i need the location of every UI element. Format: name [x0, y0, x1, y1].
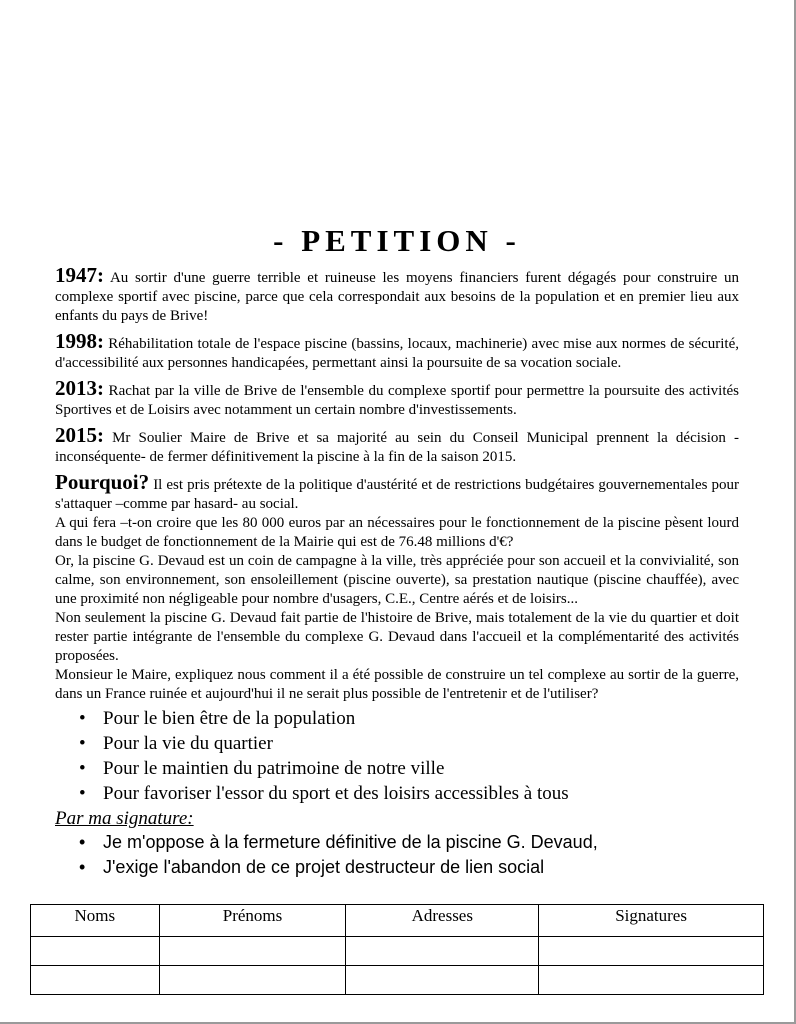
- table-cell[interactable]: [159, 966, 346, 995]
- table-header-row: [31, 905, 764, 937]
- list-item: • Pour le bien être de la population: [103, 706, 739, 731]
- column-header-signatures: Signatures: [539, 905, 764, 937]
- paragraph-text: Au sortir d'une guerre terrible et ruineuse les moyens financiers furent dégagés pour construire un complexe sportif avec piscine, parce que cela correspondait aux besoins de la population et en premier lieu aux enfants du pays de Brive!: [55, 270, 739, 324]
- year-label: 2013:: [55, 376, 104, 400]
- paragraph-2015: [55, 423, 739, 467]
- paragraph-text: Rachat par la ville de Brive de l'ensemble du complexe sportif pour permettre la poursuite des activités Sportives et de Loisirs avec notamment un certain nombre d'investissements.: [55, 383, 739, 418]
- year-label: 2015:: [55, 423, 104, 447]
- body-paragraph: A qui fera –t-on croire que les 80 000 euros par an nécessaires pour le fonctionnement de la piscine pèsent lourd dans le budget de fonctionnement de la Mairie qui est de 76.48 millions d'€?: [55, 515, 739, 550]
- paragraph-text: Réhabilitation totale de l'espace piscine (bassins, locaux, machinerie) avec mise aux normes de sécurité, d'accessibilité aux personnes handicapées, permettant ainsi la poursuite de sa vocation sociale.: [55, 336, 739, 371]
- paragraph-1947: [55, 263, 739, 326]
- petition-document: [55, 222, 739, 880]
- column-header-adresses: Adresses: [346, 905, 539, 937]
- year-label: 1947:: [55, 263, 104, 287]
- paragraph-text: Mr Soulier Maire de Brive et sa majorité au sein du Conseil Municipal prennent la décision -inconséquente- de fermer définitivement la piscine à la fin de la saison 2015.: [55, 430, 739, 465]
- signature-heading: Par ma signature:: [55, 808, 194, 829]
- year-label: 1998:: [55, 329, 104, 353]
- table-cell[interactable]: [346, 937, 539, 966]
- table-cell[interactable]: [159, 937, 346, 966]
- body-paragraph: Non seulement la piscine G. Devaud fait partie de l'histoire de Brive, mais totalement de la vie du quartier et doit rester partie intégrante de l'ensemble du complexe G. Devaud dans l'accueil et la complémentarité des activités proposées.: [55, 610, 739, 664]
- table-cell[interactable]: [31, 937, 160, 966]
- table-row: [31, 966, 764, 995]
- page-title: - PETITION -: [273, 223, 521, 258]
- table-cell[interactable]: [31, 966, 160, 995]
- list-item: • Je m'oppose à la fermeture définitive de la piscine G. Devaud,: [103, 830, 739, 855]
- list-item: • Pour la vie du quartier: [103, 731, 739, 756]
- paragraph-1998: [55, 329, 739, 373]
- table-row: [31, 937, 764, 966]
- list-item: • Pour le maintien du patrimoine de notre ville: [103, 756, 739, 781]
- paragraph-pourquoi: [55, 470, 739, 514]
- pledges-list: [55, 830, 739, 880]
- paragraph-2013: [55, 376, 739, 420]
- pourquoi-label: Pourquoi?: [55, 470, 150, 494]
- column-header-prenoms: Prénoms: [159, 905, 346, 937]
- body-paragraph: Or, la piscine G. Devaud est un coin de campagne à la ville, très appréciée pour son accueil et la convivialité, son calme, son environnement, son ensoleillement (piscine ouverte), sa prestation nautique (piscine chauffée), avec une proximité non négligeable pour nombre d'usagers, C.E., Centre aérés et de loisirs...: [55, 553, 739, 607]
- table-cell[interactable]: [539, 966, 764, 995]
- column-header-noms: Noms: [31, 905, 160, 937]
- list-item: • J'exige l'abandon de ce projet destructeur de lien social: [103, 855, 739, 880]
- paragraph-text: Il est pris prétexte de la politique d'austérité et de restrictions budgétaires gouvernementales pour s'attaquer –comme par hasard- au social.: [55, 477, 739, 512]
- reasons-list: [55, 706, 739, 806]
- list-item: • Pour favoriser l'essor du sport et des loisirs accessibles à tous: [103, 781, 739, 806]
- table-cell[interactable]: [539, 937, 764, 966]
- table-cell[interactable]: [346, 966, 539, 995]
- signature-table: [30, 904, 764, 995]
- body-paragraph: Monsieur le Maire, expliquez nous comment il a été possible de construire un tel complexe au sortir de la guerre, dans un France ruinée et aujourd'hui il ne serait plus possible de l'entretenir et de l'utiliser?: [55, 667, 739, 702]
